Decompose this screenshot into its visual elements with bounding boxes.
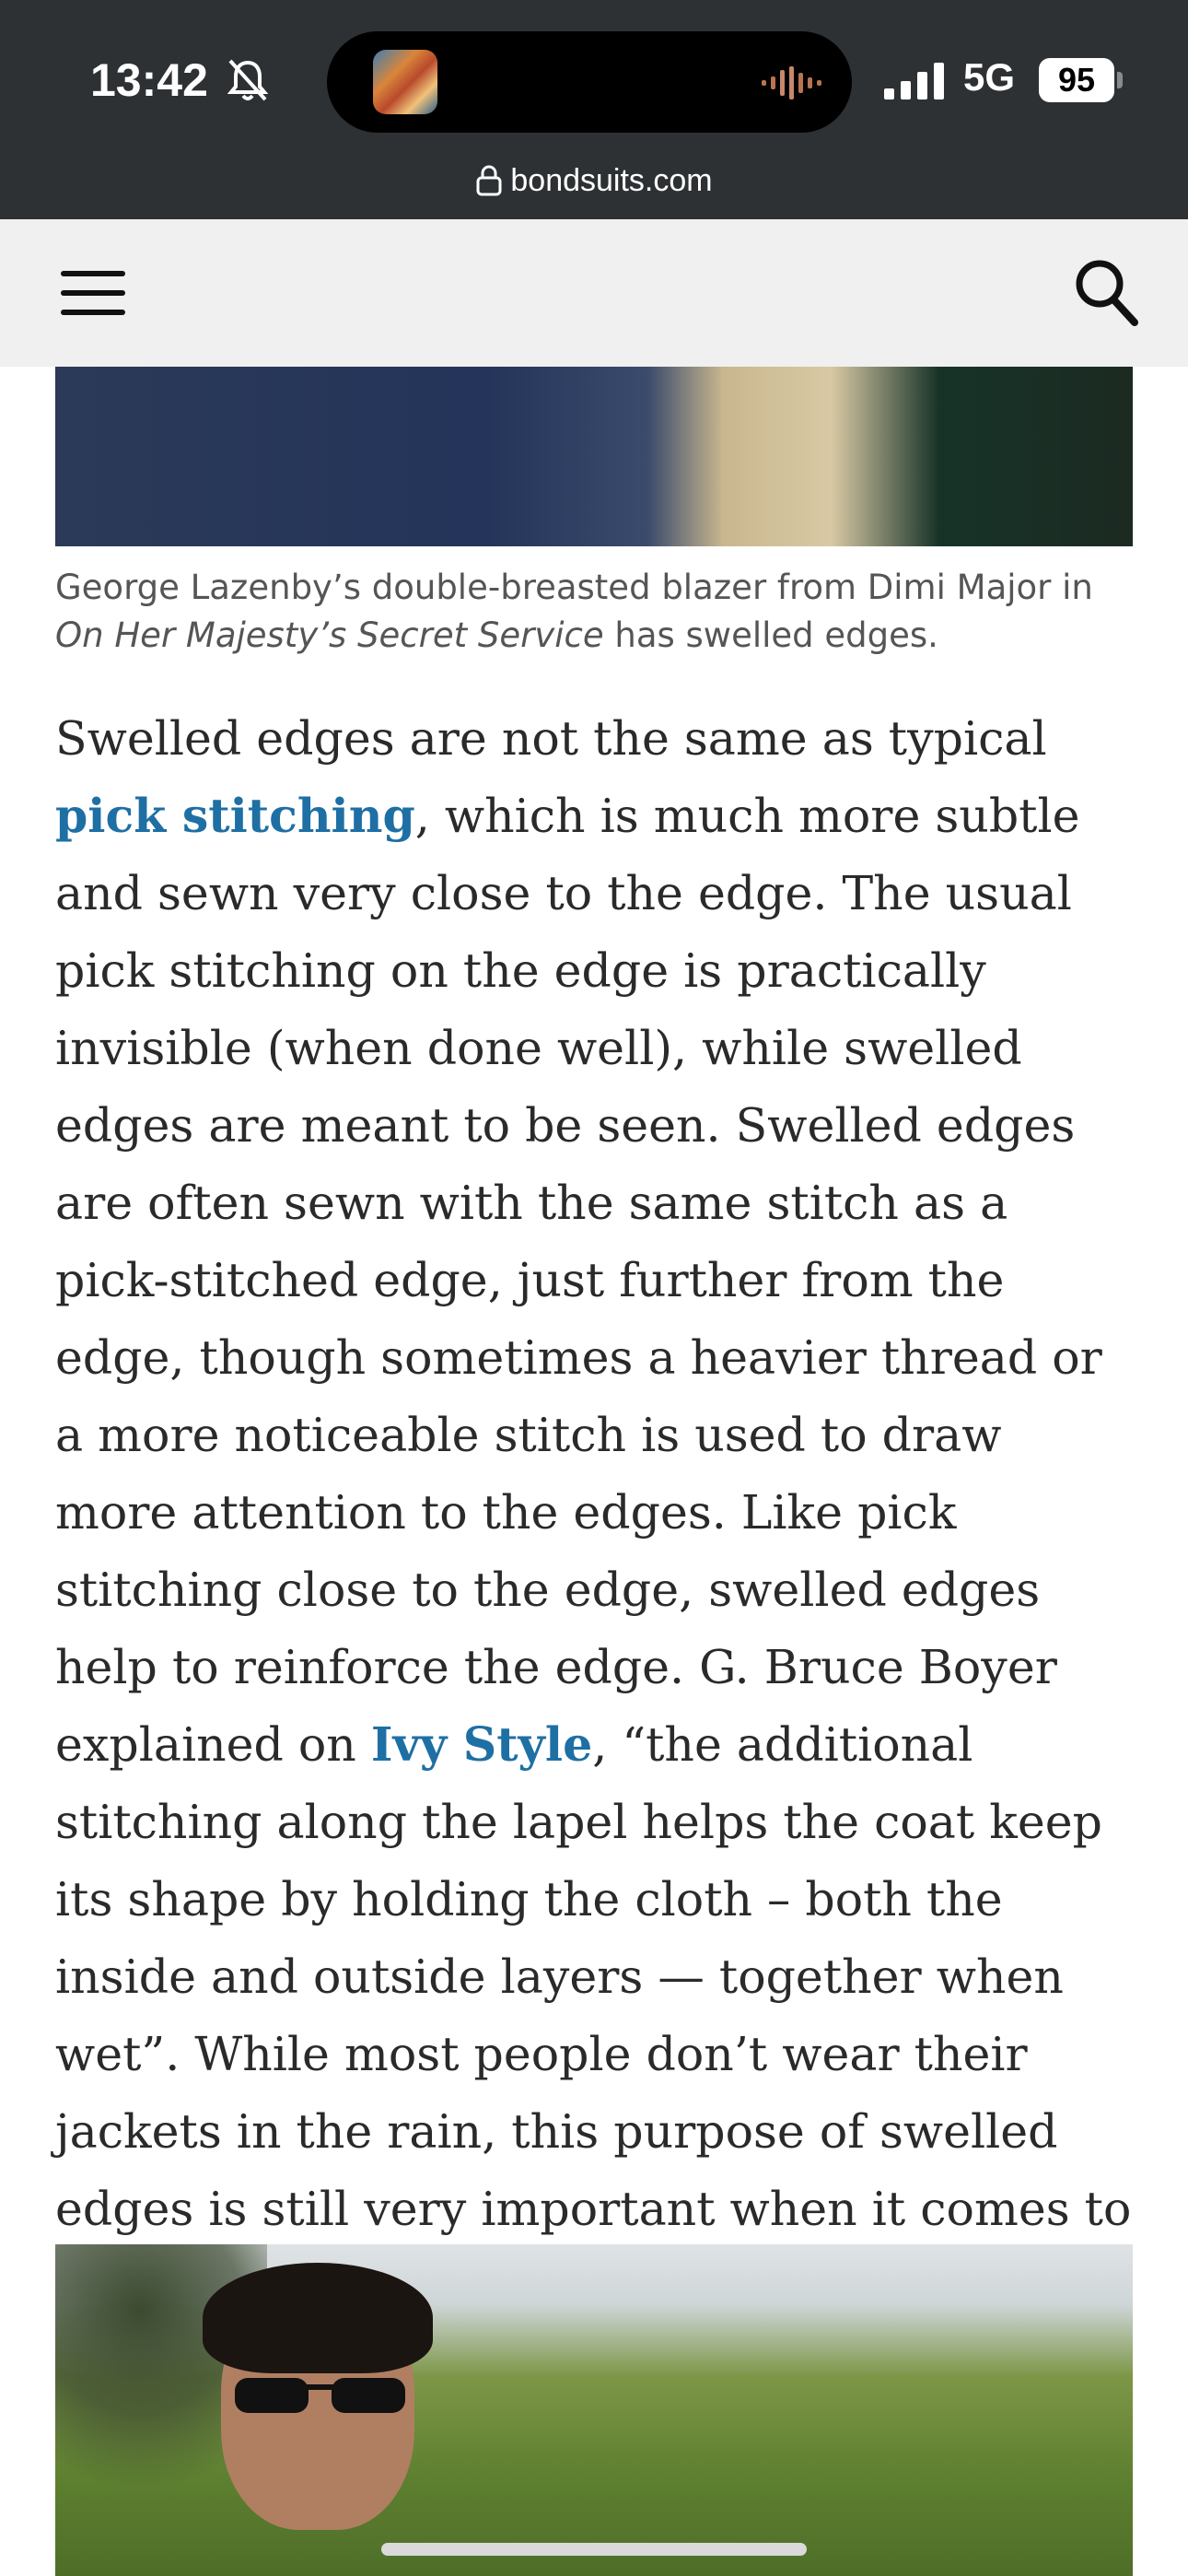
address-bar[interactable] xyxy=(0,157,1188,205)
status-bar xyxy=(0,0,1188,219)
hamburger-menu-icon[interactable] xyxy=(61,267,125,319)
pick-stitching-link[interactable]: pick stitching xyxy=(55,789,415,843)
ivy-style-link[interactable]: Ivy Style xyxy=(370,1717,593,1772)
battery-nub xyxy=(1117,72,1123,88)
signal-icon xyxy=(884,63,947,100)
paragraph-text: Swelled edges are not the same as typical xyxy=(55,711,1047,766)
figure-caption xyxy=(55,564,1133,660)
blazer-photo xyxy=(55,367,1133,546)
outdoor-photo xyxy=(55,2244,1133,2576)
network-type: 5G xyxy=(963,55,1016,99)
search-icon[interactable] xyxy=(1074,258,1138,326)
bell-slash-icon xyxy=(227,57,269,103)
paragraph-text: , which is much more subtle and sewn very close to the edge. The usual pick stitching on the edge is practically invisible (when done well), while swelled edges are meant to be seen. Swelled edges are often sewn with the same stitch as a pick-stitched edge, just further from the edge, though sometimes a heavier thread or a more noticeable stitch is used to draw more attention to the edges. Like pick stitching close to the edge, swelled edges help to reinforce the edge. G. Bruce Boyer explained on xyxy=(55,789,1102,1772)
battery-level: 95 xyxy=(1057,61,1096,99)
sunglasses-shape xyxy=(230,2373,414,2419)
person-hair xyxy=(203,2263,433,2373)
dynamic-island[interactable] xyxy=(327,31,852,133)
url-text: bondsuits.com xyxy=(510,162,713,198)
audio-waveform-icon xyxy=(760,64,824,101)
battery-indicator xyxy=(1039,58,1114,102)
caption-film-title: On Her Majesty’s Secret Service xyxy=(55,615,604,655)
caption-text: George Lazenby’s double-breasted blazer from Dimi Major in xyxy=(55,568,1093,607)
article-paragraph xyxy=(55,700,1133,2325)
home-indicator[interactable] xyxy=(381,2543,807,2556)
lock-icon xyxy=(475,165,503,196)
now-playing-artwork[interactable] xyxy=(373,50,437,114)
site-header xyxy=(0,219,1188,367)
status-time: 13:42 xyxy=(90,54,208,106)
paragraph-text: , “the additional stitching along the lapel helps the coat keep its shape by holding the cloth – both the inside and outside layers — together when wet”. While most people don’t wear their jackets in the rain, this purpose of swelled edges is still very important when it comes to xyxy=(55,1717,1132,2236)
caption-text-end: has swelled edges. xyxy=(603,615,938,655)
